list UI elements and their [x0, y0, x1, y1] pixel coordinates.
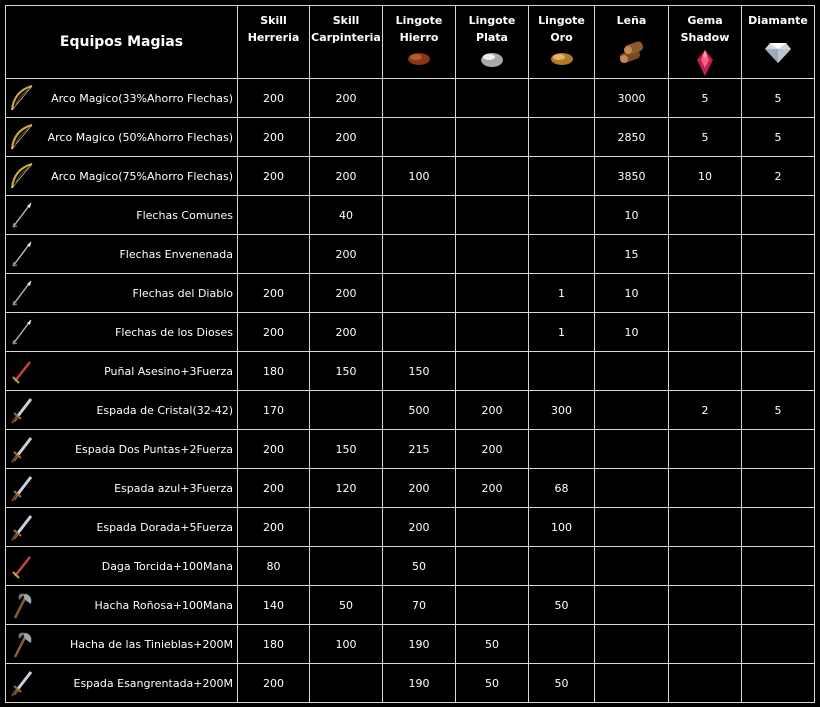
table-cell	[456, 79, 529, 118]
table-cell: 50	[456, 625, 529, 664]
table-cell: 180	[238, 625, 310, 664]
table-cell: 200	[310, 157, 383, 196]
table-row	[6, 508, 815, 547]
table-cell	[529, 196, 595, 235]
col-header-lingote-hierro	[383, 6, 456, 79]
table-cell: 50	[529, 664, 595, 703]
col-header-line2: Hierro	[399, 31, 439, 44]
table-row	[6, 625, 815, 664]
item-name-wrap	[6, 434, 233, 464]
col-header-line1: Skill	[260, 14, 287, 27]
table-cell	[383, 196, 456, 235]
item-name-cell	[6, 469, 238, 508]
dark-axe-icon	[9, 629, 35, 659]
table-cell	[456, 586, 529, 625]
item-name-wrap	[6, 473, 233, 503]
item-name-wrap	[6, 278, 233, 308]
table-cell: 5	[742, 118, 815, 157]
table-cell: 200	[456, 430, 529, 469]
table-row	[6, 157, 815, 196]
col-header-line1: Lingote	[538, 14, 585, 27]
item-name-cell	[6, 430, 238, 469]
table-cell: 200	[238, 79, 310, 118]
item-name-cell	[6, 508, 238, 547]
table-row	[6, 586, 815, 625]
divine-arrow-icon	[9, 317, 35, 347]
table-cell	[595, 430, 669, 469]
item-name: Espada azul+3Fuerza	[114, 481, 233, 495]
table-cell: 1	[529, 313, 595, 352]
table-row	[6, 274, 815, 313]
table-row	[6, 313, 815, 352]
table-cell	[310, 391, 383, 430]
table-cell	[595, 664, 669, 703]
table-cell	[310, 664, 383, 703]
table-cell	[595, 352, 669, 391]
item-name-cell	[6, 664, 238, 703]
table-cell: 10	[669, 157, 742, 196]
item-name-wrap	[6, 629, 233, 659]
table-cell: 10	[595, 196, 669, 235]
crystal-sword-icon	[9, 395, 35, 425]
table-cell	[529, 625, 595, 664]
table-cell: 170	[238, 391, 310, 430]
table-cell: 40	[310, 196, 383, 235]
rusty-axe-icon	[9, 590, 35, 620]
item-name-cell	[6, 586, 238, 625]
table-cell	[742, 274, 815, 313]
table-cell	[456, 235, 529, 274]
table-cell: 150	[310, 430, 383, 469]
table-cell	[456, 508, 529, 547]
table-row	[6, 235, 815, 274]
col-header-skill-carpinteria	[310, 6, 383, 79]
table-cell: 1	[529, 274, 595, 313]
table-cell: 50	[383, 547, 456, 586]
table-title: Equipos Magias	[6, 6, 238, 79]
col-header-line2: Carpinteria	[311, 31, 381, 44]
table-cell: 10	[595, 313, 669, 352]
bow-icon	[9, 122, 35, 152]
table-cell: 190	[383, 664, 456, 703]
table-cell	[595, 586, 669, 625]
table-cell: 80	[238, 547, 310, 586]
table-cell	[456, 157, 529, 196]
col-header-line2: Oro	[550, 31, 573, 44]
table-cell	[669, 196, 742, 235]
table-cell	[383, 313, 456, 352]
table-cell: 200	[383, 469, 456, 508]
table-cell: 190	[383, 625, 456, 664]
table-cell: 15	[595, 235, 669, 274]
col-header-line1: Leña	[616, 14, 647, 27]
table-cell: 200	[310, 313, 383, 352]
table-cell	[742, 586, 815, 625]
fire-arrow-icon	[9, 278, 35, 308]
table-cell	[383, 274, 456, 313]
item-name-cell	[6, 118, 238, 157]
table-cell	[456, 547, 529, 586]
item-name-cell	[6, 157, 238, 196]
table-cell: 200	[310, 274, 383, 313]
col-header-diamante	[742, 6, 815, 79]
table-row	[6, 352, 815, 391]
col-header-skill-herreria	[238, 6, 310, 79]
table-cell	[595, 547, 669, 586]
table-cell	[456, 352, 529, 391]
item-name: Espada Dos Puntas+2Fuerza	[75, 442, 233, 456]
table-cell: 180	[238, 352, 310, 391]
table-cell	[669, 664, 742, 703]
wood-logs-icon	[616, 35, 648, 67]
table-cell: 5	[742, 79, 815, 118]
table-cell	[529, 430, 595, 469]
item-name: Hacha de las Tinieblas+200M	[70, 637, 233, 651]
table-cell	[669, 274, 742, 313]
table-cell: 200	[238, 313, 310, 352]
item-name: Flechas de los Dioses	[115, 325, 233, 339]
table-cell: 2	[669, 391, 742, 430]
table-cell: 200	[238, 664, 310, 703]
item-name-wrap	[6, 551, 233, 581]
table-cell	[456, 274, 529, 313]
table-cell: 5	[669, 118, 742, 157]
table-cell	[529, 547, 595, 586]
item-name-wrap	[6, 395, 233, 425]
table-cell	[529, 157, 595, 196]
item-name: Puñal Asesino+3Fuerza	[104, 364, 233, 378]
table-cell: 10	[595, 274, 669, 313]
table-cell: 200	[238, 157, 310, 196]
gold-ingot-icon	[547, 48, 577, 68]
table-cell: 5	[669, 79, 742, 118]
table-cell: 50	[310, 586, 383, 625]
table-row	[6, 391, 815, 430]
item-name-cell	[6, 547, 238, 586]
table-cell: 3000	[595, 79, 669, 118]
item-name-cell	[6, 79, 238, 118]
item-name: Arco Magico(33%Ahorro Flechas)	[51, 91, 233, 105]
bloody-sword-icon	[9, 668, 35, 698]
table-row	[6, 118, 815, 157]
item-name-cell	[6, 196, 238, 235]
table-cell	[742, 625, 815, 664]
table-cell	[238, 235, 310, 274]
table-cell	[742, 469, 815, 508]
table-cell	[456, 118, 529, 157]
table-cell: 200	[310, 235, 383, 274]
table-cell: 100	[310, 625, 383, 664]
table-cell	[595, 391, 669, 430]
item-name-wrap	[6, 668, 233, 698]
table-cell	[669, 625, 742, 664]
table-cell: 200	[310, 118, 383, 157]
curved-dagger-icon	[9, 551, 35, 581]
item-name-wrap	[6, 512, 233, 542]
col-header-line2: Shadow	[680, 31, 730, 44]
table-cell	[742, 313, 815, 352]
table-row	[6, 196, 815, 235]
table-cell: 200	[383, 508, 456, 547]
table-cell	[595, 508, 669, 547]
table-cell	[529, 352, 595, 391]
table-cell: 3850	[595, 157, 669, 196]
item-name: Flechas Comunes	[136, 208, 233, 222]
item-name-cell	[6, 274, 238, 313]
table-cell	[742, 352, 815, 391]
table-row	[6, 430, 815, 469]
diamond-icon	[764, 37, 792, 65]
table-cell: 2	[742, 157, 815, 196]
table-row	[6, 79, 815, 118]
table-cell	[310, 547, 383, 586]
item-name-wrap	[6, 590, 233, 620]
table-cell	[669, 586, 742, 625]
iron-ingot-icon	[404, 48, 434, 68]
col-header-line2: Herreria	[247, 31, 300, 44]
table-cell	[669, 430, 742, 469]
item-name: Espada de Cristal(32-42)	[96, 403, 233, 417]
table-row	[6, 469, 815, 508]
bow-icon	[9, 83, 35, 113]
col-header-lingote-plata	[456, 6, 529, 79]
item-name-cell	[6, 625, 238, 664]
item-name-wrap	[6, 122, 233, 152]
table-row	[6, 664, 815, 703]
item-name-cell	[6, 313, 238, 352]
table-cell: 50	[529, 586, 595, 625]
table-row	[6, 547, 815, 586]
table-cell: 5	[742, 391, 815, 430]
table-cell	[595, 469, 669, 508]
table-cell: 200	[238, 469, 310, 508]
table-cell	[742, 235, 815, 274]
table-cell	[742, 664, 815, 703]
arrow-icon	[9, 200, 35, 230]
table-cell	[238, 196, 310, 235]
col-header-line1: Skill	[332, 14, 360, 27]
table-cell	[669, 235, 742, 274]
item-name: Arco Magico (50%Ahorro Flechas)	[47, 130, 233, 144]
table-cell	[456, 313, 529, 352]
table-cell: 200	[310, 79, 383, 118]
item-name: Daga Torcida+100Mana	[101, 559, 233, 573]
table-cell: 100	[383, 157, 456, 196]
item-name: Hacha Roñosa+100Mana	[94, 598, 233, 612]
col-header-lingote-oro	[529, 6, 595, 79]
table-cell	[310, 508, 383, 547]
table-cell: 50	[456, 664, 529, 703]
table-cell: 140	[238, 586, 310, 625]
table-cell	[669, 313, 742, 352]
table-cell	[669, 547, 742, 586]
crafting-table	[5, 5, 815, 703]
table-cell: 150	[310, 352, 383, 391]
table-cell: 68	[529, 469, 595, 508]
table-cell: 70	[383, 586, 456, 625]
table-cell: 120	[310, 469, 383, 508]
bow-icon	[9, 161, 35, 191]
table-cell	[669, 508, 742, 547]
item-name-wrap	[6, 200, 233, 230]
table-cell	[529, 118, 595, 157]
item-name-wrap	[6, 239, 233, 269]
item-name-wrap	[6, 356, 233, 386]
table-cell	[383, 118, 456, 157]
table-cell: 200	[456, 469, 529, 508]
table-cell: 200	[238, 274, 310, 313]
table-cell: 500	[383, 391, 456, 430]
table-cell	[383, 79, 456, 118]
table-cell: 300	[529, 391, 595, 430]
table-cell: 100	[529, 508, 595, 547]
table-cell	[383, 235, 456, 274]
item-name-cell	[6, 391, 238, 430]
col-header-line1: Lingote	[395, 14, 443, 27]
col-header-line1: Lingote	[468, 14, 516, 27]
table-cell	[742, 430, 815, 469]
blue-sword-icon	[9, 473, 35, 503]
table-cell	[669, 352, 742, 391]
item-name: Arco Magico(75%Ahorro Flechas)	[51, 169, 233, 183]
item-name: Espada Dorada+5Fuerza	[96, 520, 233, 534]
item-name-wrap	[6, 83, 233, 113]
table-cell	[529, 79, 595, 118]
col-header-line2: Plata	[476, 31, 508, 44]
item-name-cell	[6, 235, 238, 274]
table-cell: 200	[238, 118, 310, 157]
col-header-line1: Diamante	[748, 14, 808, 27]
header-row	[6, 6, 815, 79]
item-name-wrap	[6, 161, 233, 191]
item-name: Flechas Envenenada	[119, 247, 233, 261]
table-cell	[595, 625, 669, 664]
table-cell	[669, 469, 742, 508]
table-cell: 2850	[595, 118, 669, 157]
golden-sword-icon	[9, 512, 35, 542]
item-name-cell	[6, 352, 238, 391]
col-header-lena	[595, 6, 669, 79]
table-cell: 200	[238, 430, 310, 469]
table-cell	[456, 196, 529, 235]
table-cell: 200	[456, 391, 529, 430]
table-cell	[742, 508, 815, 547]
dagger-icon	[9, 356, 35, 386]
table-cell: 215	[383, 430, 456, 469]
col-header-gema-shadow	[669, 6, 742, 79]
item-name: Flechas del Diablo	[132, 286, 233, 300]
shadow-gem-icon	[695, 48, 715, 78]
col-header-line1: Gema	[687, 14, 723, 27]
table-cell	[742, 547, 815, 586]
table-cell: 200	[238, 508, 310, 547]
two-point-sword-icon	[9, 434, 35, 464]
poison-arrow-icon	[9, 239, 35, 269]
item-name-wrap	[6, 317, 233, 347]
table-cell	[529, 235, 595, 274]
table-cell: 150	[383, 352, 456, 391]
table-cell	[742, 196, 815, 235]
silver-ingot-icon	[477, 48, 507, 70]
item-name: Espada Esangrentada+200M	[73, 676, 233, 690]
